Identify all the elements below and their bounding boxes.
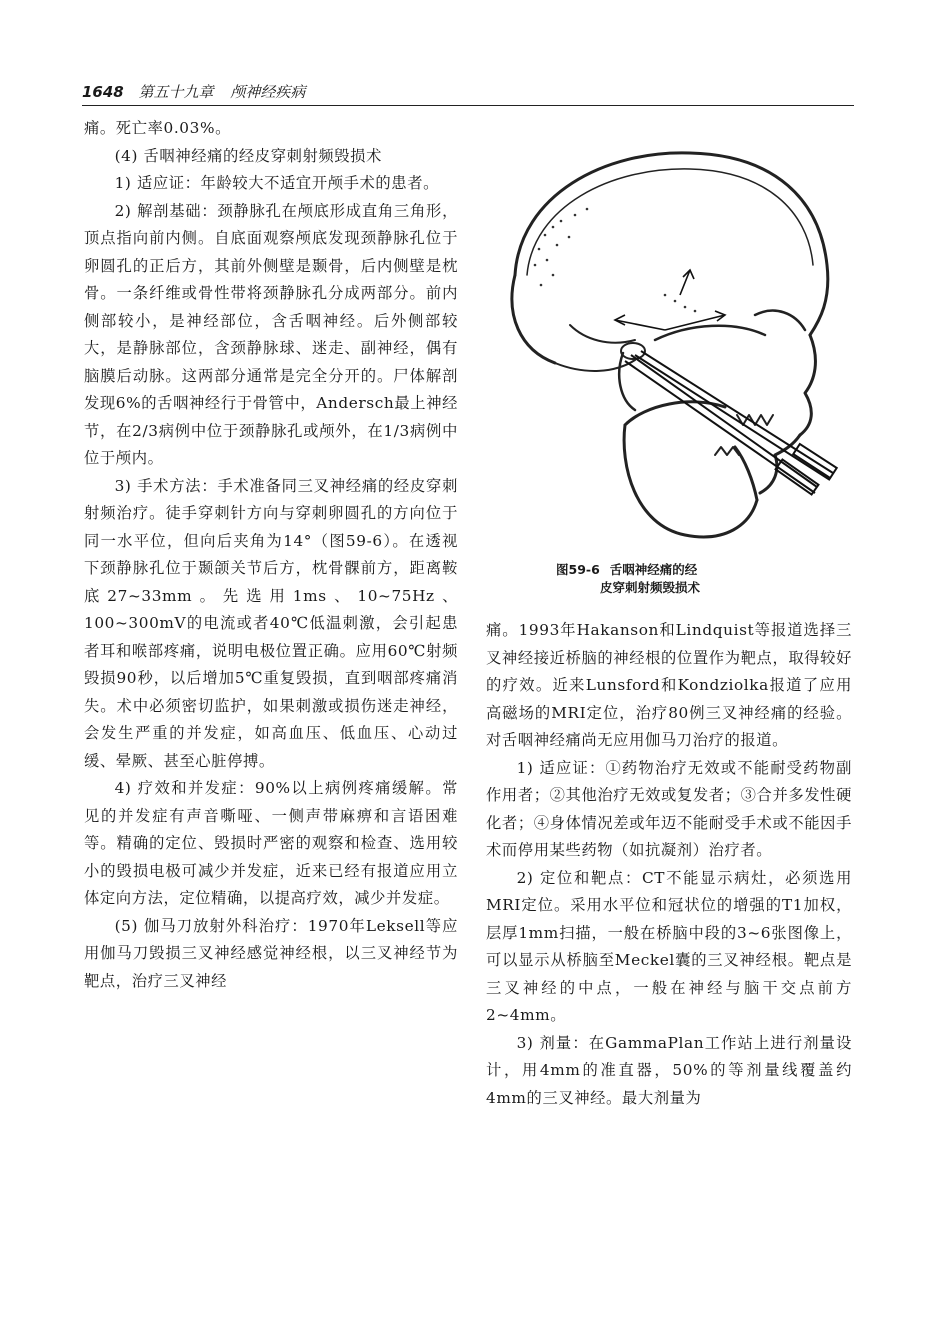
- chapter-title: 颅神经疾病: [230, 83, 306, 101]
- paragraph: 痛。1993年Hakanson和Lindquist等报道选择三叉神经接近桥脑的神经根的位置作为靶点，取得较好的疗效。近来Lunsford和Kondziolka报道了应用高磁场的MRI定位，治疗80例三叉神经痛的经验。对舌咽神经痛尚无应用伽马刀治疗的报道。: [486, 621, 852, 749]
- paragraph: 3) 手术方法：手术准备同三叉神经痛的经皮穿刺射频治疗。徒手穿刺针方向与穿刺卵圆孔的方向位于同一水平位，但向后夹角为14°（图59-6）。在透视下颈静脉孔位于颞颌关节后方，枕骨髁前方，距离鞍底27~33mm。先选用1ms、10~75Hz、100~300mV的电流或者40℃低温刺激，会引起患者耳和喉部疼痛，说明电极位置正确。应用60℃射频毁损90秒，以后增加5℃重复毁损，直到咽部疼痛消失。术中必须密切监护，如果刺激或损伤迷走神经，会发生严重的并发症，如高血压、低血压、心动过缓、晕厥、甚至心脏停搏。: [84, 476, 458, 770]
- figure-number: 图59-6: [556, 562, 600, 577]
- caption-text-2: 皮穿刺射频毁损术: [600, 580, 701, 595]
- paragraph: 4) 疗效和并发症：90%以上病例疼痛缓解。常见的并发症有声音嘶哑、一侧声带麻痹和言语困难等。精确的定位、毁损时严密的观察和检查、选用较小的毁损电极可减少并发症，近来已经有报道应用立体定向方法，定位精确，以提高疗效，减少并发症。: [84, 779, 458, 907]
- paragraph: 2) 解剖基础：颈静脉孔在颅底形成直角三角形，顶点指向前内侧。自底面观察颅底发现颈静脉孔位于卵圆孔的正后方，其前外侧壁是颞骨，后内侧壁是枕骨。一条纤维或骨性带将颈静脉孔分成两部分。前内侧部较小，是神经部位，含舌咽神经。后外侧部较大，是静脉部位，含颈静脉球、迷走、副神经，偶有脑膜后动脉。这两部分通常是完全分开的。尸体解剖发现6%的舌咽神经行于骨管中，Andersch最上神经节，在2/3病例中位于颈静脉孔或颅外，在1/3病例中位于颅内。: [84, 201, 458, 467]
- running-header: [82, 78, 854, 106]
- skull-illustration: [475, 125, 860, 565]
- header-rule: [82, 105, 854, 106]
- page-number: 1648: [82, 83, 124, 101]
- caption-line-1: [556, 561, 796, 579]
- paragraph: 1) 适应证：年龄较大不适宜开颅手术的患者。: [114, 174, 439, 192]
- section-heading: (5) 伽马刀放射外科治疗：1970年Leksell等应用伽马刀毁损三叉神经感觉神经根，以三叉神经节为靶点，治疗三叉神经: [84, 916, 458, 990]
- chapter-number: 第五十九章: [138, 83, 214, 101]
- skull-drawing: [475, 125, 860, 565]
- left-column: [84, 115, 458, 995]
- right-column: [486, 617, 852, 1112]
- paragraph: 1) 适应证：①药物治疗无效或不能耐受药物副作用者；②其他治疗无效或复发者；③合并多发性硬化者；④身体情况差或年迈不能耐受手术或不能因手术而停用某些药物（如抗凝剂）治疗者。: [486, 758, 852, 859]
- section-heading: (4) 舌咽神经痛的经皮穿刺射频毁损术: [114, 146, 382, 165]
- paragraph: 痛。死亡率0.03%。: [84, 119, 231, 137]
- paragraph: 3) 剂量：在GammaPlan工作站上进行剂量设计，用4mm的准直器，50%的等剂量线覆盖约4mm的三叉神经。最大剂量为: [486, 1033, 852, 1107]
- figure-caption: [556, 561, 796, 597]
- caption-text-1: 舌咽神经痛的经: [609, 562, 698, 577]
- paragraph: 2) 定位和靶点：CT不能显示病灶，必须选用MRI定位。采用水平位和冠状位的增强的T1加权，层厚1mm扫描，一般在桥脑中段的3~6张图像上，可以显示从桥脑至Meckel囊的三叉神经根。靶点是三叉神经的中点，一般在神经与脑干交点前方2~4mm。: [486, 868, 852, 1024]
